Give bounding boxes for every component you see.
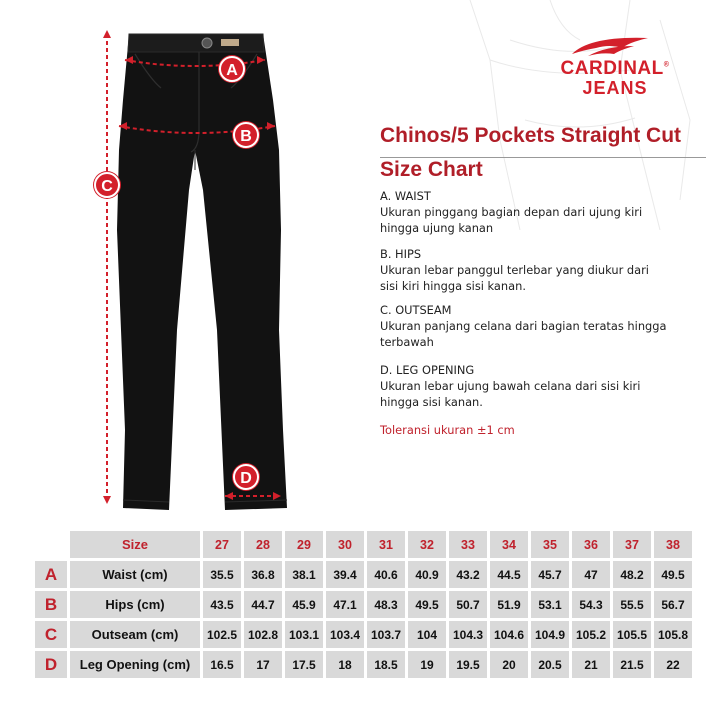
table-cell: 21 <box>572 651 610 678</box>
table-cell: 104.9 <box>531 621 569 648</box>
description-head: B. HIPS <box>380 247 422 261</box>
table-cell: 45.9 <box>285 591 323 618</box>
cardinal-wing-icon <box>570 34 650 58</box>
table-cell: 53.1 <box>531 591 569 618</box>
table-cell: 102.8 <box>244 621 282 648</box>
table-cell: 105.2 <box>572 621 610 648</box>
marker-c-outseam: C <box>94 172 120 198</box>
row-label-cell: Leg Opening (cm) <box>70 651 200 678</box>
table-corner <box>35 531 67 558</box>
table-cell: 38.1 <box>285 561 323 588</box>
row-label-cell: Outseam (cm) <box>70 621 200 648</box>
table-cell: 43.2 <box>449 561 487 588</box>
marker-a-waist: A <box>219 56 245 82</box>
table-header-row <box>35 531 692 558</box>
table-cell: 43.5 <box>203 591 241 618</box>
description-leg-opening <box>380 362 670 410</box>
row-letter-cell: D <box>35 651 67 678</box>
table-cell: 44.5 <box>490 561 528 588</box>
table-cell: 105.5 <box>613 621 651 648</box>
table-cell: 17.5 <box>285 651 323 678</box>
table-cell: 103.7 <box>367 621 405 648</box>
table-cell: 40.6 <box>367 561 405 588</box>
description-body: Ukuran lebar panggul terlebar yang diukur dari sisi kiri hingga sisi kanan. <box>380 263 649 293</box>
size-chart-heading: Size Chart <box>380 158 483 181</box>
size-header-cell: 30 <box>326 531 364 558</box>
table-header-label: Size <box>70 531 200 558</box>
table-cell: 102.5 <box>203 621 241 648</box>
table-cell: 48.3 <box>367 591 405 618</box>
size-header-cell: 38 <box>654 531 692 558</box>
table-cell: 19.5 <box>449 651 487 678</box>
table-cell: 40.9 <box>408 561 446 588</box>
size-header-cell: 35 <box>531 531 569 558</box>
table-cell: 17 <box>244 651 282 678</box>
table-row <box>35 591 692 618</box>
table-cell: 105.8 <box>654 621 692 648</box>
table-cell: 104 <box>408 621 446 648</box>
table-row <box>35 651 692 678</box>
table-cell: 22 <box>654 651 692 678</box>
table-cell: 47 <box>572 561 610 588</box>
marker-b-hips: B <box>233 122 259 148</box>
table-cell: 20 <box>490 651 528 678</box>
table-cell: 18.5 <box>367 651 405 678</box>
marker-d-leg-opening: D <box>233 464 259 490</box>
pants-drawing <box>95 30 295 515</box>
table-cell: 45.7 <box>531 561 569 588</box>
table-cell: 104.6 <box>490 621 528 648</box>
row-label-cell: Waist (cm) <box>70 561 200 588</box>
product-title: Chinos/5 Pockets Straight Cut <box>380 124 682 147</box>
table-cell: 39.4 <box>326 561 364 588</box>
table-cell: 16.5 <box>203 651 241 678</box>
description-body: Ukuran panjang celana dari bagian teratas hingga terbawah <box>380 319 667 349</box>
brand-logo <box>540 34 690 96</box>
table-cell: 49.5 <box>654 561 692 588</box>
row-letter-cell: C <box>35 621 67 648</box>
table-cell: 104.3 <box>449 621 487 648</box>
size-header-cell: 29 <box>285 531 323 558</box>
brand-name-line1: CARDINAL® <box>560 58 670 79</box>
table-cell: 20.5 <box>531 651 569 678</box>
row-letter-cell: A <box>35 561 67 588</box>
row-label-cell: Hips (cm) <box>70 591 200 618</box>
brand-name-line2: JEANS <box>582 78 648 98</box>
table-cell: 49.5 <box>408 591 446 618</box>
description-head: D. LEG OPENING <box>380 363 475 377</box>
size-header-cell: 32 <box>408 531 446 558</box>
row-letter-cell: B <box>35 591 67 618</box>
size-header-cell: 33 <box>449 531 487 558</box>
size-header-cell: 36 <box>572 531 610 558</box>
table-cell: 55.5 <box>613 591 651 618</box>
description-hips <box>380 246 670 294</box>
size-header-cell: 27 <box>203 531 241 558</box>
table-cell: 48.2 <box>613 561 651 588</box>
table-row <box>35 561 692 588</box>
table-cell: 47.1 <box>326 591 364 618</box>
table-body <box>35 561 692 678</box>
size-header-cell: 28 <box>244 531 282 558</box>
table-cell: 19 <box>408 651 446 678</box>
size-header-cell: 34 <box>490 531 528 558</box>
table-cell: 51.9 <box>490 591 528 618</box>
table-cell: 36.8 <box>244 561 282 588</box>
tolerance-note: Toleransi ukuran ±1 cm <box>380 423 515 437</box>
size-header-cell: 31 <box>367 531 405 558</box>
size-table <box>32 528 695 681</box>
table-cell: 35.5 <box>203 561 241 588</box>
description-outseam <box>380 302 670 350</box>
size-header-cell: 37 <box>613 531 651 558</box>
description-body: Ukuran pinggang bagian depan dari ujung kiri hingga ujung kanan <box>380 205 643 235</box>
table-cell: 56.7 <box>654 591 692 618</box>
table-cell: 18 <box>326 651 364 678</box>
table-cell: 44.7 <box>244 591 282 618</box>
description-waist <box>380 188 670 236</box>
description-body: Ukuran lebar ujung bawah celana dari sisi kiri hingga sisi kanan. <box>380 379 641 409</box>
description-head: C. OUTSEAM <box>380 303 452 317</box>
table-row <box>35 621 692 648</box>
table-cell: 103.4 <box>326 621 364 648</box>
table-cell: 50.7 <box>449 591 487 618</box>
table-cell: 54.3 <box>572 591 610 618</box>
table-cell: 103.1 <box>285 621 323 648</box>
description-head: A. WAIST <box>380 189 431 203</box>
table-cell: 21.5 <box>613 651 651 678</box>
pants-illustration <box>95 30 295 515</box>
